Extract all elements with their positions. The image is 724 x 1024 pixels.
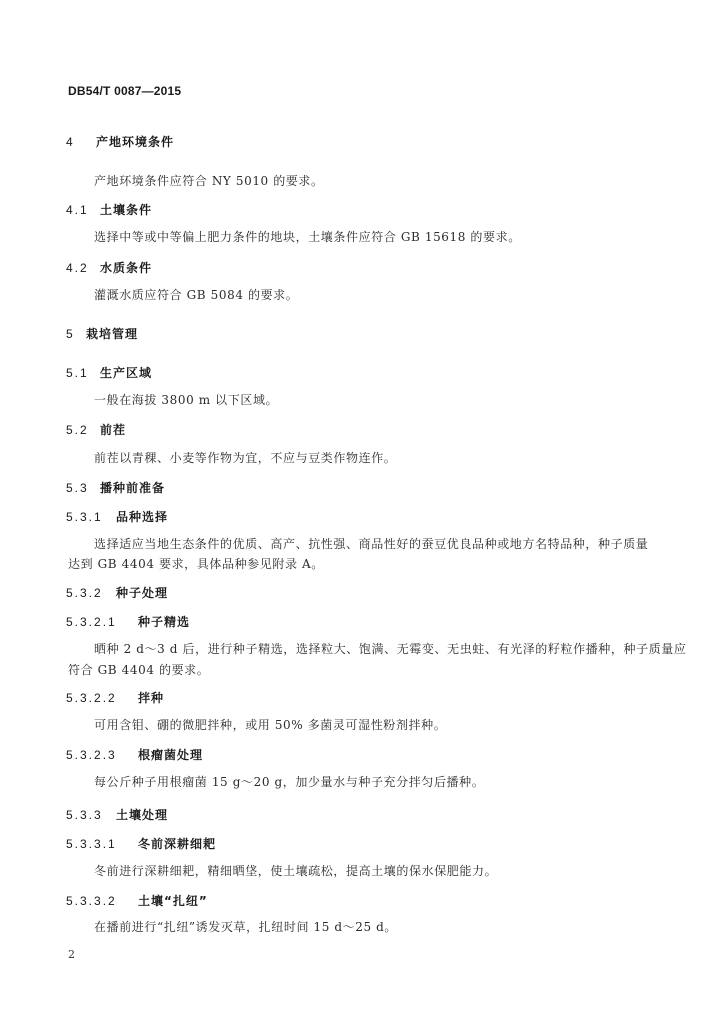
paragraph-5-3-1-line-2: 达到 GB 4404 要求，具体品种参见附录 A。 bbox=[68, 557, 324, 571]
heading-title: 拌种 bbox=[138, 691, 165, 705]
heading-number: 4 bbox=[66, 135, 75, 149]
heading-number: 5.3.2.3 bbox=[66, 748, 117, 762]
heading-number: 4.2 bbox=[66, 261, 89, 275]
heading-number: 5.1 bbox=[66, 366, 89, 380]
heading-5-2 bbox=[66, 421, 126, 438]
heading-number: 5.3 bbox=[66, 481, 89, 495]
heading-title: 土壤条件 bbox=[100, 203, 153, 217]
paragraph-5-3-2-1-line-1: 晒种 2 d～3 d 后，进行种子精选，选择粒大、饱满、无霉变、无虫蛀、有光泽的籽粒作播种，种子质量应 bbox=[94, 642, 687, 656]
heading-5-3-3-2 bbox=[66, 892, 208, 909]
heading-title: 品种选择 bbox=[116, 510, 169, 524]
paragraph-5-2: 前茬以青稞、小麦等作物为宜，不应与豆类作物连作。 bbox=[94, 451, 397, 465]
heading-number: 5.3.2 bbox=[66, 586, 103, 600]
heading-5 bbox=[66, 325, 138, 342]
heading-4-2 bbox=[66, 259, 152, 276]
heading-number: 5.2 bbox=[66, 423, 89, 437]
heading-number: 5.3.1 bbox=[66, 510, 103, 524]
heading-number: 5.3.3 bbox=[66, 808, 103, 822]
heading-number: 5.3.2.1 bbox=[66, 615, 117, 629]
heading-5-1 bbox=[66, 364, 152, 381]
heading-5-3-2-2 bbox=[66, 689, 164, 706]
paragraph-5-3-3-1: 冬前进行深耕细耙，精细晒垡，使土壤疏松，提高土壤的保水保肥能力。 bbox=[94, 864, 498, 878]
heading-number: 4.1 bbox=[66, 203, 89, 217]
heading-title: 播种前准备 bbox=[100, 481, 166, 495]
heading-5-3-2-3 bbox=[66, 746, 203, 763]
heading-number: 5 bbox=[66, 327, 75, 341]
paragraph-5-3-3-2: 在播前进行“扎纽”诱发灭草，扎纽时间 15 d～25 d。 bbox=[94, 920, 398, 934]
heading-5-3-3 bbox=[66, 806, 168, 823]
heading-5-3-1 bbox=[66, 508, 168, 525]
heading-title: 种子处理 bbox=[116, 586, 169, 600]
heading-number: 5.3.3.2 bbox=[66, 894, 117, 908]
heading-number: 5.3.3.1 bbox=[66, 837, 117, 851]
paragraph-5-3-2-1-line-2: 符合 GB 4404 的要求。 bbox=[68, 663, 210, 677]
heading-title: 水质条件 bbox=[100, 261, 153, 275]
heading-title: 生产区域 bbox=[100, 366, 153, 380]
heading-title: 土壤处理 bbox=[116, 808, 169, 822]
heading-title: 种子精选 bbox=[138, 615, 191, 629]
heading-title: 根瘤菌处理 bbox=[138, 748, 204, 762]
heading-5-3-2-1 bbox=[66, 613, 190, 630]
paragraph-5-1: 一般在海拔 3800 m 以下区域。 bbox=[94, 393, 279, 407]
heading-title: 前茬 bbox=[100, 423, 127, 437]
heading-title: 土壤“扎纽” bbox=[138, 894, 208, 908]
page-number: 2 bbox=[68, 948, 75, 961]
paragraph-4-2: 灌溉水质应符合 GB 5084 的要求。 bbox=[94, 288, 299, 302]
heading-title: 产地环境条件 bbox=[96, 135, 175, 149]
heading-number: 5.3.2.2 bbox=[66, 691, 117, 705]
paragraph-5-3-1-line-1: 选择适应当地生态条件的优质、高产、抗性强、商品性好的蚕豆优良品种或地方名特品种，种子质量 bbox=[94, 537, 649, 551]
heading-5-3 bbox=[66, 479, 165, 496]
heading-title: 冬前深耕细耙 bbox=[138, 837, 217, 851]
heading-4 bbox=[66, 133, 174, 150]
paragraph-4-1: 选择中等或中等偏上肥力条件的地块，土壤条件应符合 GB 15618 的要求。 bbox=[94, 230, 521, 244]
heading-4-1 bbox=[66, 201, 152, 218]
heading-title: 栽培管理 bbox=[86, 327, 139, 341]
heading-5-3-3-1 bbox=[66, 835, 216, 852]
document-id: DB54/T 0087—2015 bbox=[68, 84, 182, 98]
heading-5-3-2 bbox=[66, 584, 168, 601]
paragraph-4: 产地环境条件应符合 NY 5010 的要求。 bbox=[94, 174, 324, 188]
paragraph-5-3-2-3: 每公斤种子用根瘤菌 15 g～20 g，加少量水与种子充分拌匀后播种。 bbox=[94, 775, 485, 789]
paragraph-5-3-2-2: 可用含钼、硼的微肥拌种，或用 50% 多菌灵可湿性粉剂拌种。 bbox=[94, 718, 447, 732]
